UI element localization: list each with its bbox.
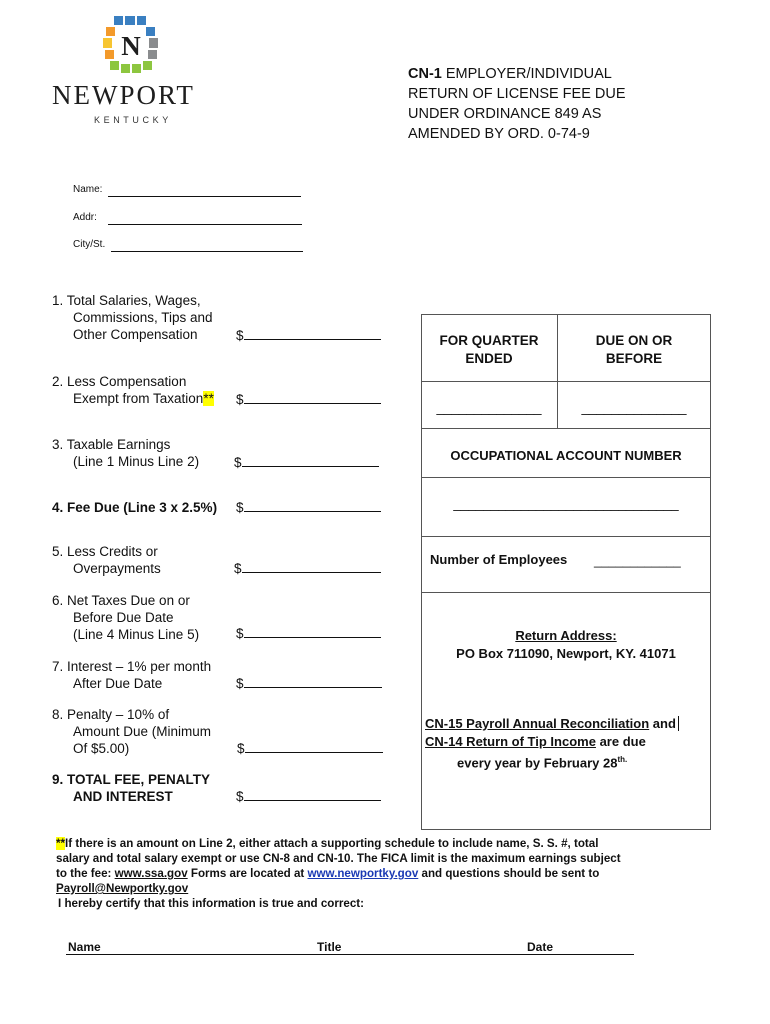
city-row	[73, 239, 105, 250]
quarter-label-b: ENDED	[465, 351, 513, 366]
line-8-penalty	[52, 706, 211, 757]
line-4-fee-due	[52, 499, 217, 516]
line-2-amount[interactable]	[236, 391, 381, 407]
signature-title-field[interactable]	[347, 940, 522, 954]
line-2-label-b: Exempt from Taxation	[73, 391, 204, 406]
cn15-and: and	[649, 716, 676, 731]
box-divider-5	[421, 592, 711, 593]
footnote-line-2: salary and total salary exempt or use CN-8 and CN-10. The FICA limit is the maximum earnings subject	[56, 852, 621, 865]
line-4-label: 4. Fee Due (Line 3 x 2.5%)	[52, 500, 218, 515]
signature-date-label: Date	[527, 940, 554, 954]
line-8-amount[interactable]	[237, 740, 383, 756]
cn15-row	[425, 715, 709, 733]
line-3-label-a: 3. Taxable Earnings	[52, 437, 171, 452]
logo-city-name: NEWPORT	[52, 80, 195, 110]
return-address-block	[421, 627, 711, 663]
line-5-amount[interactable]	[234, 560, 381, 576]
signature-line	[66, 954, 634, 955]
cn14-rest: are due	[595, 734, 646, 749]
footnote-text-3c: and questions should be sent to	[418, 867, 600, 880]
footnote-text-3a: to the fee:	[56, 867, 115, 880]
line-6-dollar: $	[236, 626, 244, 641]
line-1-label-b: Commissions, Tips and	[73, 310, 213, 325]
footnote-text-1: If there is an amount on Line 2, either attach a supporting schedule to include name, S. S. #, total	[65, 837, 599, 850]
payroll-email-link[interactable]: Payroll@Newportky.gov	[56, 882, 189, 895]
line-2-label-a: 2. Less Compensation	[52, 374, 187, 389]
footnote	[56, 836, 746, 911]
footnote-line-1	[56, 836, 746, 851]
line-9-label-b: AND INTEREST	[73, 789, 173, 804]
logo-letter: N	[121, 31, 141, 61]
addr-label: Addr:	[73, 212, 97, 223]
line-1-label-c: Other Compensation	[73, 327, 198, 342]
box-divider-3	[421, 477, 711, 478]
line-6-label-b: Before Due Date	[73, 610, 174, 625]
return-address-value: PO Box 711090, Newport, KY. 41071	[456, 646, 676, 661]
return-address-label: Return Address:	[515, 628, 617, 643]
signature-title-label: Title	[317, 940, 342, 954]
line-7-label-b: After Due Date	[73, 676, 163, 691]
line-2-mark: **	[203, 391, 214, 406]
due-every-text: every year by February 28	[457, 755, 618, 771]
cn14-link[interactable]: CN-14 Return of Tip Income	[425, 734, 596, 749]
footnote-line-3	[56, 866, 746, 881]
employees-row	[430, 552, 567, 567]
line-3-taxable-earnings	[52, 436, 199, 470]
due-on-before-label	[558, 332, 710, 368]
line-1-label-a: 1. Total Salaries, Wages,	[52, 293, 201, 308]
logo-state-name: KENTUCKY	[94, 115, 172, 125]
line-3-label-b: (Line 1 Minus Line 2)	[73, 454, 200, 469]
employees-label: Number of Employees	[430, 552, 568, 567]
line-8-label-c: Of $5.00)	[73, 741, 130, 756]
box-divider-4	[421, 536, 711, 537]
quarter-ended-field[interactable]: ______________	[436, 400, 542, 415]
newport-mosaic-icon	[102, 14, 160, 76]
signature-name-field[interactable]	[106, 940, 311, 954]
employees-field[interactable]: ____________	[594, 553, 681, 568]
line-5-dollar: $	[234, 561, 242, 576]
line-2-label-b-row	[52, 390, 214, 407]
line-5-less-credits	[52, 543, 161, 577]
line-9-amount[interactable]	[236, 788, 381, 804]
line-6-net-taxes	[52, 592, 199, 643]
line-7-amount[interactable]	[236, 675, 382, 691]
due-label-b: BEFORE	[605, 351, 663, 366]
line-6-label-c: (Line 4 Minus Line 5)	[73, 627, 200, 642]
line-4-dollar: $	[236, 500, 244, 515]
due-date-field[interactable]: ______________	[581, 400, 687, 415]
due-sup: th.	[617, 755, 628, 764]
line-6-amount[interactable]	[236, 625, 381, 641]
footnote-text-3b: Forms are located at	[187, 867, 308, 880]
line-9-label-a: 9. TOTAL FEE, PENALTY	[52, 772, 211, 787]
box-divider-2	[421, 428, 711, 429]
signature-date-field[interactable]	[556, 940, 634, 954]
line-7-interest	[52, 658, 211, 692]
line-3-dollar: $	[234, 455, 242, 470]
form-title-line-4: AMENDED BY ORD. 0-74-9	[408, 126, 590, 142]
quarter-ended-label	[421, 332, 557, 368]
footnote-line-4	[56, 881, 746, 896]
name-row	[73, 184, 102, 195]
line-1-total-salaries	[52, 292, 213, 343]
line-5-label-a: 5. Less Credits or	[52, 544, 158, 559]
line-9-total	[52, 771, 210, 805]
line-8-label-a: 8. Penalty – 10% of	[52, 707, 170, 722]
occupational-account-field[interactable]: ______________________________	[453, 496, 679, 511]
box-divider-1	[421, 381, 711, 382]
form-title	[408, 64, 748, 144]
addr-row	[73, 212, 97, 223]
line-2-dollar: $	[236, 392, 244, 407]
line-6-label-a: 6. Net Taxes Due on or	[52, 593, 190, 608]
annual-reconciliation-note	[425, 715, 709, 772]
form-title-line-1	[408, 64, 748, 84]
due-label-a: DUE ON OR	[595, 333, 673, 348]
occupational-account-label: OCCUPATIONAL ACCOUNT NUMBER	[450, 448, 682, 463]
form-title-line-2: RETURN OF LICENSE FEE DUE	[408, 86, 626, 102]
line-5-label-b: Overpayments	[73, 561, 161, 576]
line-9-dollar: $	[236, 789, 244, 804]
line-7-dollar: $	[236, 676, 244, 691]
line-1-amount[interactable]	[236, 327, 381, 343]
newport-logo	[52, 14, 212, 126]
addr-field[interactable]	[108, 212, 302, 225]
line-7-label-a: 7. Interest – 1% per month	[52, 659, 212, 674]
quarter-label-a: FOR QUARTER	[439, 333, 539, 348]
name-field[interactable]	[108, 184, 301, 197]
footnote-mark: **	[56, 837, 66, 850]
city-field[interactable]	[111, 239, 303, 252]
city-label: City/St.	[73, 239, 106, 250]
name-label: Name:	[73, 184, 103, 195]
signature-name-label: Name	[68, 940, 101, 954]
line-2-less-compensation	[52, 373, 214, 407]
cn14-row	[425, 733, 709, 751]
certify-statement: I hereby certify that this information is true and correct:	[58, 897, 365, 910]
line-8-label-b: Amount Due (Minimum	[73, 724, 212, 739]
due-every-row	[425, 751, 709, 772]
line-8-dollar: $	[237, 741, 245, 756]
line-3-amount[interactable]	[234, 454, 379, 470]
cn15-link[interactable]: CN-15 Payroll Annual Reconciliation	[425, 716, 650, 731]
form-title-line-3: UNDER ORDINANCE 849 AS	[408, 106, 602, 122]
form-title-rest: EMPLOYER/INDIVIDUAL	[441, 66, 612, 82]
newportky-link[interactable]: www.newportky.gov	[307, 867, 419, 880]
ssa-link[interactable]: www.ssa.gov	[114, 867, 188, 880]
form-code: CN-1	[408, 66, 442, 82]
line-1-dollar: $	[236, 328, 244, 343]
line-4-amount[interactable]	[236, 499, 381, 515]
